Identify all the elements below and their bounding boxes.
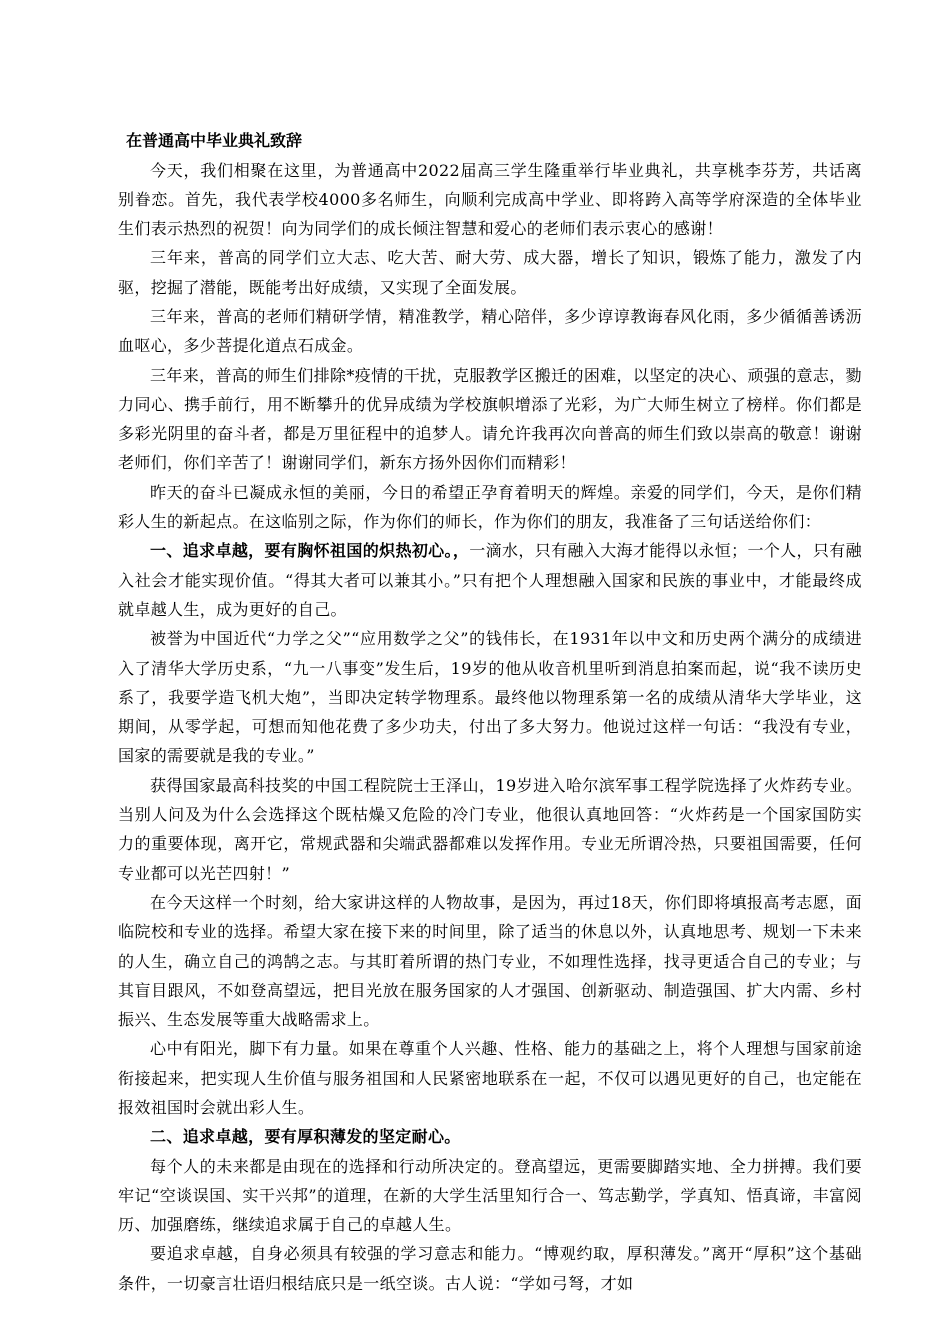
document-page — [118, 126, 862, 1298]
paragraph-qian-weichang: 被誉为中国近代“力学之父”“应用数学之父”的钱伟长，在1931年以中文和历史两个满分的成绩进入了清华大学历史系，“九一八事变”发生后，19岁的他从收音机里听到消息拍案而起，说“我不读历史系了，我要学造飞机大炮”，当即决定转学物理系。最终他以物理系第一名的成绩从清华大学毕业，这期间，从零学起，可想而知他花费了多少功夫，付出了多大努力。他说过这样一句话：“我没有专业，国家的需要就是我的专业。” — [118, 629, 862, 766]
paragraph-teachers-students: 三年来，普高的师生们排除*疫情的干扰，克服教学区搬迁的困难，以坚定的决心、顽强的意志，勠力同心、携手前行，用不断攀升的优异成绩为学校旗帜增添了光彩，为广大师生树立了榜样。你们都是多彩光阴里的奋斗者，都是万里征程中的追梦人。请允许我再次向普高的师生们致以崇高的敬意！谢谢老师们，你们辛苦了！谢谢同学们，新东方扬外因你们而精彩！ — [118, 365, 862, 473]
paragraph-sunshine: 心中有阳光，脚下有力量。如果在尊重个人兴趣、性格、能力的基础之上，将个人理想与国家前途衔接起来，把实现人生价值与服务祖国和人民紧密地联系在一起，不仅可以遇见更好的自己，也定能在报效祖国时会就出彩人生。 — [118, 1039, 862, 1117]
paragraph-choice: 在今天这样一个时刻，给大家讲这样的人物故事，是因为，再过18天，你们即将填报高考志愿，面临院校和专业的选择。希望大家在接下来的时间里，除了适当的休息以外，认真地思考、规划一下未来的人生，确立自己的鸿鹄之志。与其盯着所谓的热门专业，不如理性选择，找寻更适合自己的专业；与其盲目跟风，不如登高望远，把目光放在服务国家的人才强国、创新驱动、制造强国、扩大内需、乡村振兴、生态发展等重大战略需求上。 — [118, 892, 862, 1030]
paragraph-opening: 今天，我们相聚在这里，为普通高中2022届高三学生隆重举行毕业典礼，共享桃李芬芳，共话离别眷恋。首先，我代表学校4000多名师生，向顺利完成高中学业、即将跨入高等学府深造的全体毕业生们表示热烈的祝贺！向为同学们的成长倾注智慧和爱心的老师们表示衷心的感谢！ — [118, 160, 862, 239]
paragraph-future: 每个人的未来都是由现在的选择和行动所决定的。登高望远，更需要脚踏实地、全力拼搏。我们要牢记“空谈误国、实干兴邦”的道理，在新的大学生活里知行合一、笃志勤学，学真知、悟真谛，丰富阅历、加强磨练，继续追求属于自己的卓越人生。 — [118, 1156, 862, 1235]
paragraph-students: 三年来，普高的同学们立大志、吃大苦、耐大劳、成大器，增长了知识，锻炼了能力，激发了内驱，挖掘了潜能，既能考出好成绩，又实现了全面发展。 — [118, 248, 862, 297]
paragraph-wang-zeshan: 获得国家最高科技奖的中国工程院院士王泽山，19岁进入哈尔滨军事工程学院选择了火炸药专业。当别人问及为什么会选择这个既枯燥又危险的冷门专业，他很认真地回答：“火炸药是一个国家国防实力的重要体现，离开它，常规武器和尖端武器都难以发挥作用。专业无所谓冷热，只要祖国需要，任何专业都可以光芒四射！” — [118, 775, 862, 883]
paragraph-accumulate: 要追求卓越，自身必须具有较强的学习意志和能力。“博观约取，厚积薄发。”离开“厚积”这个基础条件，一切豪言壮语归根结底只是一纸空谈。古人说：“学如弓弩，才如 — [118, 1244, 862, 1293]
section-1-lead — [118, 536, 862, 624]
section-1-heading: 一、追求卓越，要有胸怀祖国的炽热初心。， — [150, 541, 470, 561]
section-1-lead-text: 一滴水，只有融入大海才能得以永恒；一个人，只有融入社会才能实现价值。“得其大者可以兼其小。”只有把个人理想融入国家和民族的事业中，才能最终成就卓越人生，成为更好的自己。 — [118, 541, 862, 619]
paragraph-teachers: 三年来，普高的老师们精研学情，精准教学，精心陪伴，多少谆谆教诲春风化雨，多少循循善诱沥血呕心，多少菩提化道点石成金。 — [118, 306, 862, 356]
document-title: 在普通高中毕业典礼致辞 — [126, 131, 303, 150]
paragraph-transition: 昨天的奋斗已凝成永恒的美丽，今日的希望正孕育着明天的辉煌。亲爱的同学们，今天，是你们精彩人生的新起点。在这临别之际，作为你们的师长，作为你们的朋友，我准备了三句话送给你们： — [118, 482, 862, 532]
section-2-heading: 二、追求卓越，要有厚积薄发的坚定耐心。 — [150, 1127, 461, 1147]
